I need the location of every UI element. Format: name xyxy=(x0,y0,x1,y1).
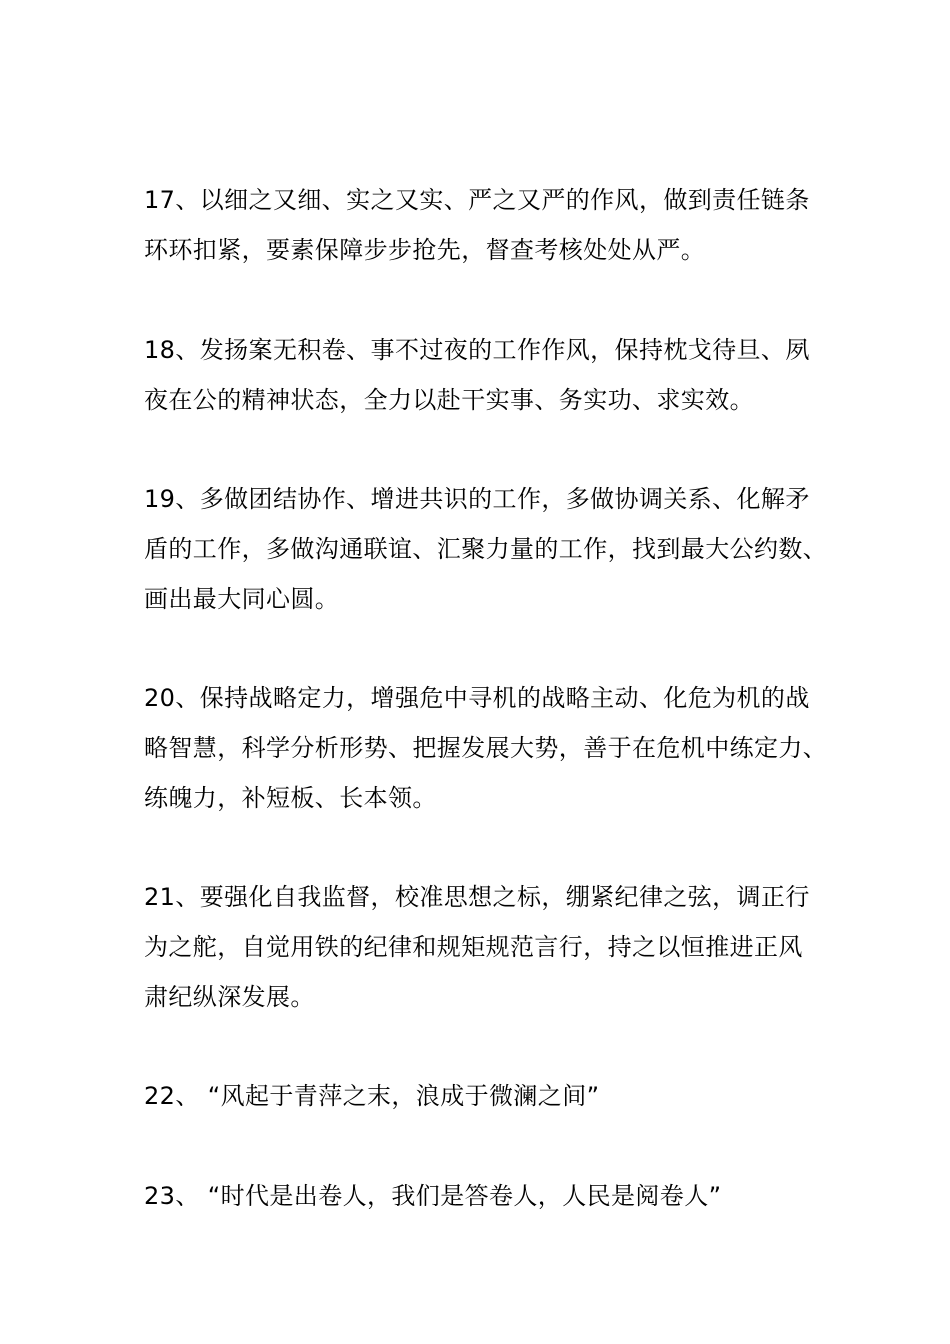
paragraph-line: 夜在公的精神状态，全力以赴干实事、务实功、求实效。 xyxy=(144,386,754,414)
paragraph-23 xyxy=(144,1171,834,1221)
paragraph-line: 20、保持战略定力，增强危中寻机的战略主动、化危为机的战 xyxy=(144,684,810,712)
paragraph-line: 肃纪纵深发展。 xyxy=(144,983,315,1011)
paragraph-line: 环环扣紧，要素保障步步抢先，督查考核处处从严。 xyxy=(144,236,706,264)
paragraph-17 xyxy=(144,175,834,275)
paragraph-line: 22、 “风起于青萍之末，浪成于微澜之间” xyxy=(144,1082,600,1110)
paragraph-19 xyxy=(144,474,834,624)
paragraph-21 xyxy=(144,872,834,1022)
paragraph-line: 画出最大同心圆。 xyxy=(144,585,340,613)
paragraph-line: 21、要强化自我监督，校准思想之标，绷紧纪律之弦，调正行 xyxy=(144,883,810,911)
paragraph-line: 19、多做团结协作、增进共识的工作，多做协调关系、化解矛 xyxy=(144,485,810,513)
paragraph-20 xyxy=(144,673,834,823)
paragraph-line: 略智慧，科学分析形势、把握发展大势，善于在危机中练定力、 xyxy=(144,734,828,762)
paragraph-line: 18、发扬案无积卷、事不过夜的工作作风，保持枕戈待旦、夙 xyxy=(144,336,810,364)
paragraph-line: 盾的工作，多做沟通联谊、汇聚力量的工作，找到最大公约数、 xyxy=(144,535,828,563)
paragraph-18 xyxy=(144,325,834,425)
paragraph-line: 17、以细之又细、实之又实、严之又严的作风，做到责任链条 xyxy=(144,186,810,214)
paragraph-line: 为之舵，自觉用铁的纪律和规矩规范言行，持之以恒推进正风 xyxy=(144,933,803,961)
paragraph-line: 练魄力，补短板、长本领。 xyxy=(144,784,437,812)
paragraph-22 xyxy=(144,1071,834,1121)
paragraph-line: 23、 “时代是出卷人，我们是答卷人，人民是阅卷人” xyxy=(144,1182,722,1210)
